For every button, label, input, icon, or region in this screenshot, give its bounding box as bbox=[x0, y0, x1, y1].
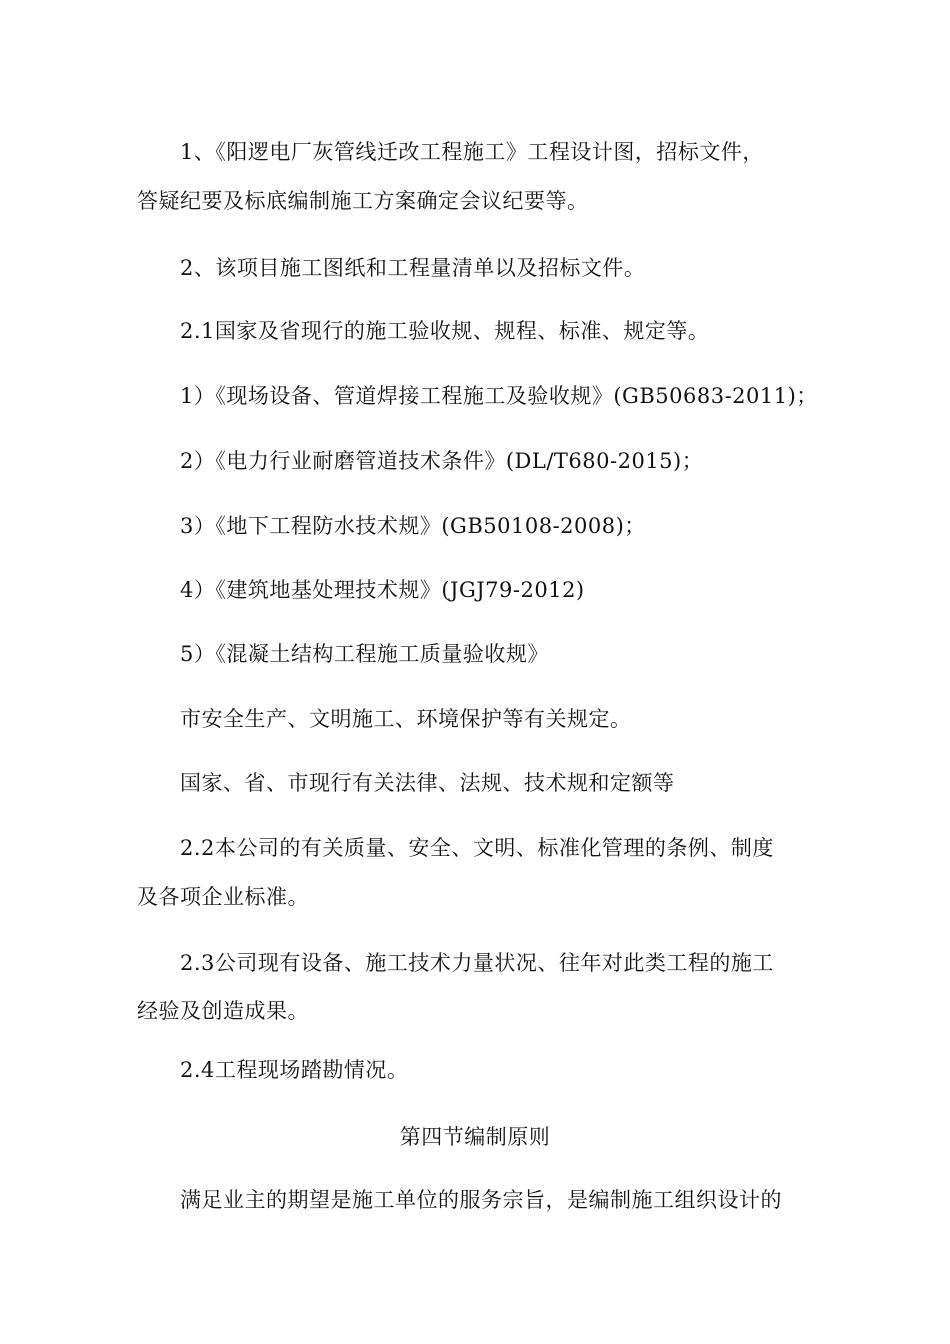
paragraph-line: 答疑纪要及标底编制施工方案确定会议纪要等。 bbox=[137, 189, 589, 213]
paragraph-line: 及各项企业标准。 bbox=[137, 885, 309, 909]
paragraph-line: 2.4工程现场踏勘情况。 bbox=[180, 1058, 409, 1082]
paragraph-line: 满足业主的期望是施工单位的服务宗旨，是编制施工组织设计的 bbox=[180, 1188, 782, 1212]
paragraph-line: 市安全生产、文明施工、环境保护等有关规定。 bbox=[180, 707, 632, 731]
list-item: 2）《电力行业耐磨管道技术条件》(DL/T680-2015)； bbox=[180, 449, 704, 473]
list-item: 1）《现场设备、管道焊接工程施工及验收规》(GB50683-2011)； bbox=[180, 384, 818, 408]
paragraph-line: 1、《阳逻电厂灰管线迁改工程施工》工程设计图，招标文件， bbox=[180, 140, 764, 164]
paragraph-line: 2、该项目施工图纸和工程量清单以及招标文件。 bbox=[180, 256, 646, 280]
list-item: 4）《建筑地基处理技术规》(JGJ79-2012) bbox=[180, 578, 585, 602]
list-item: 3）《地下工程防水技术规》(GB50108-2008)； bbox=[180, 514, 646, 538]
paragraph-line: 2.2本公司的有关质量、安全、文明、标准化管理的条例、制度 bbox=[180, 836, 774, 860]
paragraph-line: 2.3公司现有设备、施工技术力量状况、往年对此类工程的施工 bbox=[180, 951, 774, 975]
section-heading: 第四节编制原则 bbox=[399, 1125, 551, 1149]
paragraph-line: 经验及创造成果。 bbox=[137, 999, 309, 1023]
list-item: 5）《混凝土结构工程施工质量验收规》 bbox=[180, 642, 549, 666]
paragraph-line: 2.1国家及省现行的施工验收规、规程、标准、规定等。 bbox=[180, 319, 710, 343]
paragraph-line: 国家、省、市现行有关法律、法规、技术规和定额等 bbox=[180, 771, 675, 795]
